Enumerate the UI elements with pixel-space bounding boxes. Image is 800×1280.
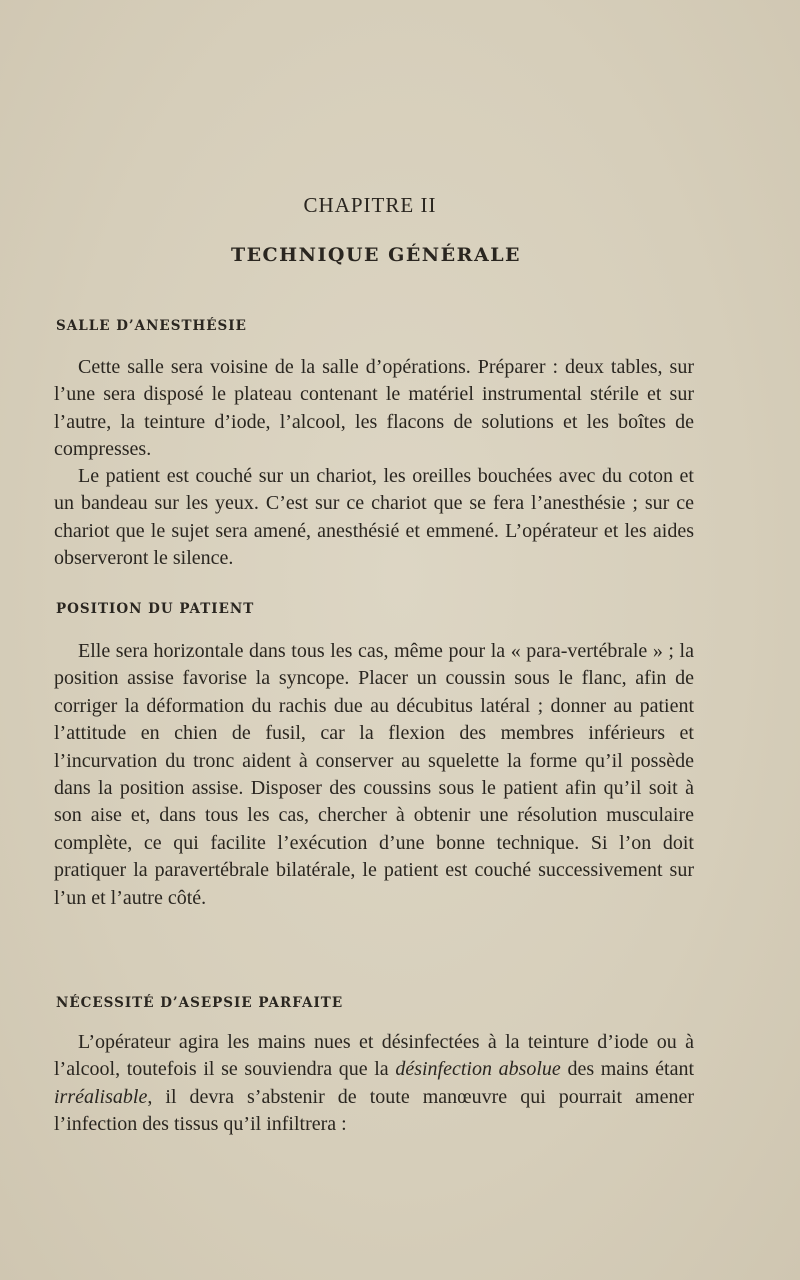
section-heading-asepsie: NÉCESSITÉ D’ASEPSIE PARFAITE [56, 995, 344, 1011]
paragraph-position-1: Elle sera horizontale dans tous les cas, même pour la « para-vertébrale » ; la position assise favorise la syncope. Placer un coussin sous le flanc, afin de corriger la déformation du rachis due au décubitus latéral ; donner au patient l’attitude en chien de fusil, car la flexion des membres inférieurs et l’incurvation du tronc aident à conserver au squelette la forme qu’il possède dans la position assise. Disposer des coussins sous le patient afin qu’il soit à son aise et, dans tous les cas, chercher à obtenir une résolution musculaire complète, ce qui facilite l’exécution d’une bonne technique. Si l’on doit pratiquer la paravertébrale bilatérale, le patient est couché successivement sur l’un et l’autre côté. [54, 640, 694, 909]
section-heading-position: POSITION DU PATIENT [56, 601, 255, 617]
text-run: , il devra s’abstenir de toute manœuvre qui pourrait amener l’infection des tissus qu’il infiltrera : [54, 1085, 694, 1136]
text-run: L’opérateur agira les mains nues et désinfectées à la teinture d’iode ou à l’alcool, toutefois il se souviendra que la [54, 1031, 694, 1081]
paragraph-salle-1: Cette salle sera voisine de la salle d’opérations. Préparer : deux tables, sur l’une sera disposé le plateau contenant le matériel instrumental stérile et sur l’autre, la teinture d’iode, l’alcool, les flacons de solutions et les boîtes de compresses. [54, 356, 694, 461]
chapter-title: TECHNIQUE GÉNÉRALE [230, 244, 522, 266]
chapter-number: CHAPITRE II [303, 193, 437, 217]
paragraph-salle-2: Le patient est couché sur un chariot, les oreilles bouchées avec du coton et un bandeau sur les yeux. C’est sur ce chariot que se fera l’anesthésie ; sur ce chariot que le sujet sera amené, anesthésié et emmené. L’opérateur et les aides observeront le silence. [54, 465, 694, 570]
section-heading-salle: SALLE D’ANESTHÉSIE [56, 318, 247, 334]
italic-desinfection-absolue: désinfection absolue [395, 1058, 561, 1081]
paragraph-asepsie-1 [54, 1029, 694, 1139]
italic-irrealisable: irréalisable [54, 1085, 148, 1108]
text-run: des mains étant [560, 1058, 694, 1081]
